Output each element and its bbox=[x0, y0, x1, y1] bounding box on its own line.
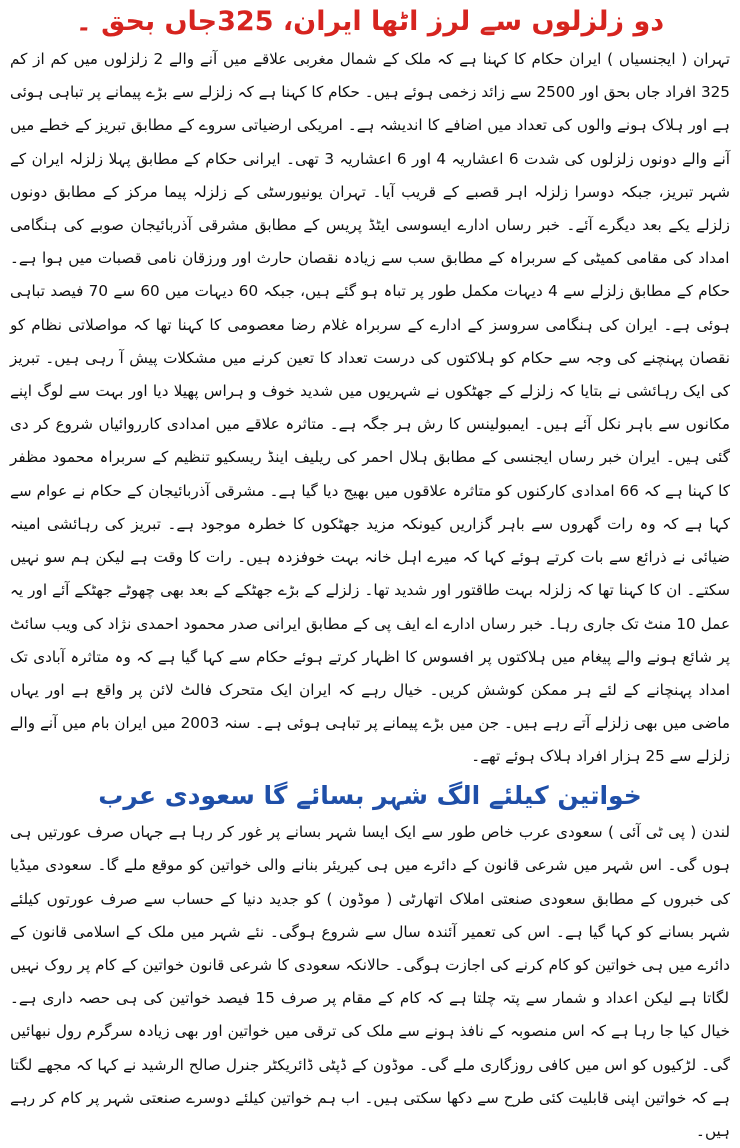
article-sentence: خیال کیا جا رہا ہے کہ اس منصوبہ کے نافذ ہونے سے ملک کی ترقی میں خواتین اور بھی زیادہ سرگرم رول نبھائیں گی۔ bbox=[10, 1022, 731, 1074]
article-sentence: حکام کے مطابق زلزلے سے 4 دیہات مکمل طور پر تباہ ہو گئے ہیں، جبکہ 60 دیہات میں 60 سے 70 فیصد تباہی ہوئی ہے۔ bbox=[10, 282, 731, 334]
article-sentence: سنہ 2003 میں ایران بام میں آنے والے زلزلے سے 25 ہزار افراد ہلاک ہوئے تھے۔ bbox=[10, 714, 730, 766]
article-sentence: مشرقی آذربائیجان کے حکام نے عوام سے کہا ہے کہ وہ رات گھروں سے باہر گزاریں کیونکہ مزید جھٹکوں کا خطرہ موجود ہے۔ bbox=[10, 481, 730, 533]
article-saudi-women-city bbox=[8, 816, 732, 1148]
article-sentence: موڈون کے ڈپٹی ڈائریکٹر جنرل صالح الرشید نے کہا کہ مجھے لگتا ہے کہ خواتین اپنی قابلیت کئی طرح سے دکھا سکتی ہیں۔ bbox=[10, 1055, 730, 1107]
article-sentence: ایرانی حکام کے مطابق پہلا زلزلہ ایران کے شہر تبریز، جبکہ دوسرا زلزلہ اہر قصبے کے قریب آیا۔ bbox=[10, 149, 731, 201]
article-sentence: رات کا وقت ہے لیکن ہم سو نہیں سکتے۔ bbox=[10, 548, 730, 600]
article-sentence: ایران خبر رساں ایجنسی کے مطابق ہلال احمر کی ریلیف اینڈ ریسکیو تنظیم کے سربراہ محمود مظفر کا کہنا ہے کہ 66 امدادی کارکنوں کو متاثرہ علاقوں میں بھیج دیا گیا ہے۔ bbox=[10, 448, 731, 500]
article-iran-earthquake bbox=[8, 43, 732, 773]
headline-iran-earthquake: دو زلزلوں سے لرز اٹھا ایران، 325جاں بحق ۔ bbox=[75, 6, 665, 37]
article-sentence: اس کی تعمیر آئندہ سال سے شروع ہوگی۔ bbox=[264, 922, 551, 941]
article-sentence: تہران یونیورسٹی کے زلزلہ پیما مرکز کے مطابق دونوں زلزلے یکے بعد دیگرے آئے۔ bbox=[10, 182, 730, 235]
article-sentence: اب ہم خواتین کیلئے دوسرے صنعتی شہر پر کام کر رہے ہیں۔ bbox=[10, 1088, 730, 1141]
headline-saudi-women-city: خواتین کیلئے الگ شہر بسائے گا سعودی عرب bbox=[98, 780, 642, 810]
article-sentence: خیال رہے کہ ایران ایک متحرک فالٹ لائن پر واقع ہے اور یہاں ماضی میں بھی زلزلے آتے رہے ہیں۔ bbox=[10, 680, 730, 733]
article-sentence: حکام کا کہنا ہے کہ زلزلے سے بڑے پیمانے پر تباہی ہوئی ہے اور ہلاک ہونے والوں کی تعداد میں اضافے کا اندیشہ ہے۔ bbox=[10, 83, 730, 135]
article-sentence: امریکی ارضیاتی سروے کے مطابق تبریز کے خطے میں آنے والے دونوں زلزلوں کی شدت 6 اعشاریہ 4 اور 6 اعشاریہ 3 تھی۔ bbox=[10, 116, 730, 168]
article-sentence: زلزلے کے بڑے جھٹکے کے بعد بھی چھوٹے جھٹکے آئے اور یہ عمل 10 منٹ تک جاری رہا۔ bbox=[10, 581, 730, 633]
article-sentence: تبریز کی ایک رہائشی نے بتایا کہ زلزلے کے جھٹکوں نے شہریوں میں شدید خوف و ہراس پھیلا دیا اور بہت سے لوگ اپنے مکانوں سے باہر نکل آئے ہیں۔ bbox=[10, 348, 730, 434]
article-sentence: لندن ( پی ٹی آئی ) سعودی عرب خاص طور سے ایک ایسا شہر بسانے پر غور کر رہا ہے جہاں صرف عورتیں ہی ہوں گی۔ bbox=[10, 823, 731, 875]
article-sentence: ایمبولینس کا رش ہر جگہ ہے۔ متاثرہ علاقے میں امدادی کارروائیاں شروع کر دی گئی ہیں۔ bbox=[10, 415, 730, 467]
article-sentence: جن میں بڑے پیمانے پر تباہی ہوئی ہے۔ bbox=[250, 714, 500, 733]
article-sentence: خبر رساں ادارے اے ایف پی کے مطابق ایرانی صدر محمود احمدی نژاد کی ویب سائٹ پر شائع ہونے والے پیغام میں ہلاکتوں پر افسوس کا اظہار کرتے ہوئے حکام سے کہا گیا ہے کہ وہ متاثرہ آبادی تک امداد پہنچانے کے لئے ہر ممکن کوشش کریں۔ bbox=[10, 614, 730, 699]
article-sentence: ان کا کہنا تھا کہ زلزلہ بہت طاقتور اور شدید تھا۔ bbox=[359, 581, 682, 600]
article-sentence: خبر رساں ادارے ایسوسی ایٹڈ پریس کے مطابق مشرقی آذربائیجان صوبے کی ہنگامی امداد کی مقامی کمیٹی کے سربراہ کے مطابق سب سے زیادہ نقصان حارث اور ورزقان نامی قصبات میں ہوا ہے۔ bbox=[10, 216, 730, 268]
article-sentence: تبریز کی رہائشی امینہ ضیائی نے ذرائع سے بات کرتے ہوئے کہا کہ میرے اہل خانہ بہت خوفزدہ ہیں۔ bbox=[10, 514, 730, 567]
article-sentence: ایران کی ہنگامی سروسز کے ادارے کے سربراہ غلام رضا معصومی کا کہنا تھا کہ مواصلاتی نظام کو نقصان پہنچنے کی وجہ سے حکام کو ہلاکتوں کی درست تعداد کا تعین کرنے میں مشکلات پیش آ رہی ہیں۔ bbox=[10, 315, 730, 367]
article-sentence: لڑکیوں کو اس میں کافی روزگاری ملے گی۔ bbox=[414, 1055, 697, 1074]
article-sentence: حالانکہ سعودی کا شرعی قانون خواتین کے کام پر روک نہیں لگاتا ہے لیکن اعداد و شمار سے پتہ چلتا ہے کہ کام کے مقام پر صرف 15 فیصد خواتین کی ہی حصہ داری ہے۔ bbox=[10, 956, 729, 1008]
article-sentence: سعودی میڈیا کی خبروں کے مطابق سعودی صنعتی املاک اتھارٹی ( موڈون ) کو جدید دنیا کے حساب سے صرف عورتوں کیلئے شہر بسانے کو کہا گیا ہے۔ bbox=[10, 856, 731, 941]
article-sentence: نئے شہر میں ملک کے اسلامی قانون کے دائرے میں ہی خواتین کو کام کرنے کی اجازت ہوگی۔ bbox=[10, 922, 730, 975]
article-sentence: اس شہر میں شرعی قانون کے دائرے میں ہی کیریئر بنانے والی خواتین کو موقع ملے گا۔ bbox=[91, 856, 662, 875]
article-sentence: تہران ( ایجنسیاں ) ایران حکام کا کہنا ہے کہ ملک کے شمال مغربی علاقے میں آنے والے 2 زلزلوں میں کم از کم 325 افراد جاں بحق اور 2500 سے زائد زخمی ہوئے ہیں۔ bbox=[10, 50, 730, 102]
